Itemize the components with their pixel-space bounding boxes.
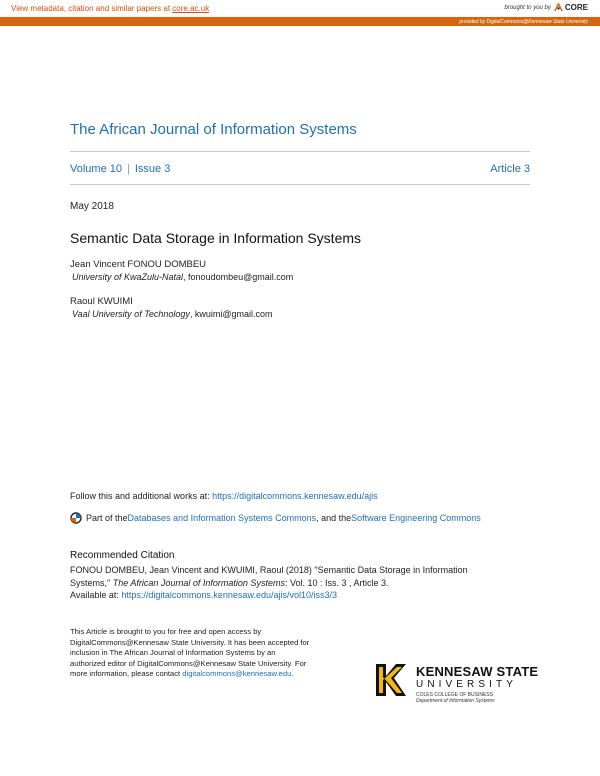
metadata-text: View metadata, citation and similar papers at [11,4,173,13]
provided-by-banner [0,17,600,26]
core-icon [554,3,563,12]
citation-journal: The African Journal of Information Systems [112,577,285,588]
author-name: Jean Vincent FONOU DOMBEU [70,259,207,270]
citation-line [70,589,510,602]
part-of-prefix: Part of the [86,513,128,523]
follow-line [70,491,378,501]
issue-link[interactable]: Issue 3 [134,163,171,175]
volume-link[interactable]: Volume 10 [70,163,122,175]
ksu-college [416,692,495,704]
metadata-link[interactable] [11,4,209,13]
author-affiliation [72,309,273,319]
software-engineering-commons-link[interactable]: Software Engineering Commons [351,513,481,523]
open-access-notice [70,627,310,680]
article-link[interactable]: Article 3 [490,163,530,175]
bepress-commons-icon [70,512,82,524]
citation-line [70,577,510,590]
core-label: CORE [564,3,588,12]
kennesaw-state-logo[interactable] [370,660,540,705]
author-email: , fonoudombeu@gmail.com [183,272,294,282]
part-of-middle: , and the [316,513,352,523]
journal-title[interactable]: The African Journal of Information Systems [70,121,357,138]
contact-email-link[interactable]: digitalcommons@kennesaw.edu [182,669,292,679]
ksu-department-line: Department of Information Systems [416,698,495,704]
volume-issue-row [70,163,530,175]
core-logo[interactable] [554,3,588,12]
part-of-line [70,512,481,524]
citation-volume: : Vol. 10 : Iss. 3 , Article 3. [284,577,389,588]
author-email: , kwuimi@gmail.com [189,309,273,319]
ksu-college-line: COLES COLLEGE OF BUSINESS [416,692,493,698]
citation-line: FONOU DOMBEU, Jean Vincent and KWUIMI, Raoul (2018) "Semantic Data Storage in Information [70,565,468,575]
paper-title: Semantic Data Storage in Information Systems [70,230,362,246]
databases-commons-link[interactable]: Databases and Information Systems Commons [127,513,317,523]
brought-text: brought to you by [504,4,551,11]
brought-to-you [505,3,589,12]
collection-url-link[interactable]: https://digitalcommons.kennesaw.edu/ajis [212,491,378,501]
provided-by-text[interactable]: provided by DigitalCommons@Kennesaw State University [459,19,588,25]
ksu-university: UNIVERSITY [416,679,518,690]
core-header-bar [0,0,600,17]
ksu-name: KENNESAW STATE [416,664,539,679]
affiliation-name: University of KwaZulu-Natal [72,272,184,282]
author-affiliation [72,272,293,282]
divider-bottom [70,184,530,185]
article-url-link[interactable]: https://digitalcommons.kennesaw.edu/ajis/vol10/iss3/3 [121,590,337,600]
citation-body [70,564,510,602]
affiliation-name: Vaal University of Technology [72,309,190,319]
follow-text: Follow this and additional works at: [70,491,213,501]
open-access-end: . [291,669,294,679]
core-ac-uk-link[interactable]: core.ac.uk [172,4,210,13]
citation-text: Systems," [70,577,113,588]
publication-date: May 2018 [70,201,114,212]
available-prefix: Available at: [70,590,122,600]
ksu-emblem-icon [370,660,410,700]
separator: | [126,163,130,175]
open-access-text: This Article is brought to you for free and open access by DigitalCommons@Kennesaw State University. It has been accepted for inclusion in The African Journal of Information Systems by an authorized editor of DigitalCommons@Kennesaw State University. For more information, please contact [70,627,310,679]
divider-top [70,151,530,152]
recommended-citation-heading: Recommended Citation [70,550,175,561]
author-name: Raoul KWUIMI [70,296,133,307]
